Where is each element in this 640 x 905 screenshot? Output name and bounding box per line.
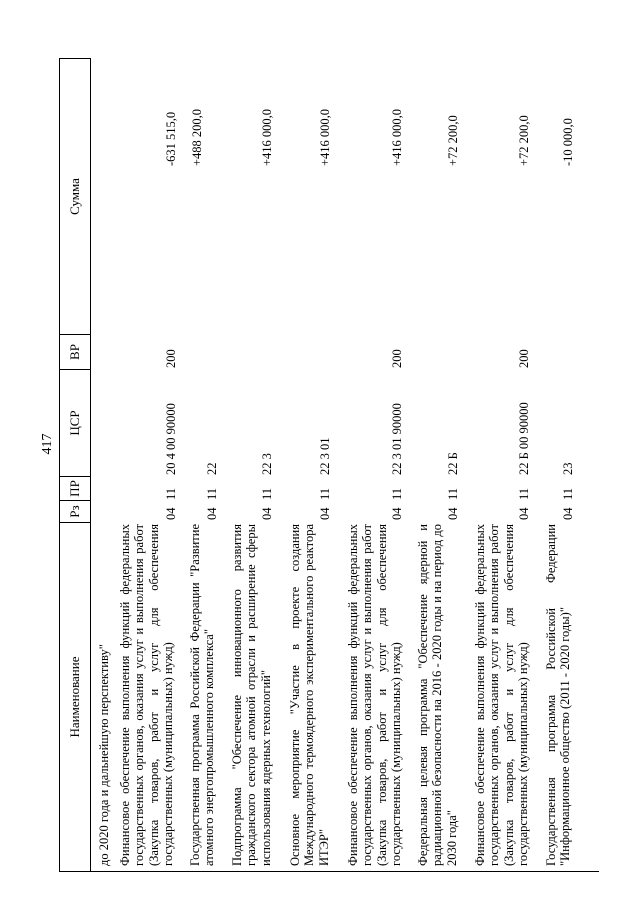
column-header-csr: ЦСР bbox=[67, 410, 82, 436]
row-name: Финансовое обеспечение выполнения функций федеральных государственных органов, оказания услуг и выполнения работ (Закупка товаров, работ и услуг для обеспечения государственных (муниципальных) нужд) bbox=[346, 524, 403, 866]
row-csr: 22 3 01 bbox=[318, 437, 332, 475]
row-csr: 22 Б 00 90000 bbox=[517, 402, 531, 475]
column-header-name: Наименование bbox=[67, 656, 82, 738]
row-rz: 04 bbox=[205, 507, 219, 520]
column-header-sum: Сумма bbox=[67, 178, 82, 215]
row-sum: -631 515,0 bbox=[164, 111, 178, 166]
row-sum: -10 000,0 bbox=[561, 118, 575, 166]
page-number: 417 bbox=[40, 433, 55, 455]
row-sum: +416 000,0 bbox=[318, 108, 332, 166]
row-sum: +488 200,0 bbox=[190, 108, 204, 166]
table-body bbox=[91, 58, 599, 872]
row-pr: 11 bbox=[390, 487, 404, 500]
row-rz: 04 bbox=[517, 507, 531, 520]
row-csr: 22 3 01 90000 bbox=[390, 403, 404, 475]
column-header-rz: Рз bbox=[67, 505, 82, 518]
row-vr: 200 bbox=[390, 349, 404, 368]
row-rz: 04 bbox=[260, 507, 274, 520]
row-name: Федеральная целевая программа "Обеспечение ядерной и радиационной безопасности на 2016 - 2020 годы и на период до 2030 года" bbox=[416, 524, 459, 866]
row-csr: 22 3 bbox=[260, 453, 274, 475]
row-csr: 22 bbox=[205, 462, 219, 475]
row-rz: 04 bbox=[318, 507, 332, 520]
row-name: Государственная программа Российской Федерации "Развитие атомного энергопромышленного комплекса" bbox=[188, 524, 217, 866]
row-pr: 11 bbox=[318, 487, 332, 500]
row-sum: +416 000,0 bbox=[260, 108, 274, 166]
row-csr: 22 Б bbox=[446, 452, 460, 475]
row-csr: 20 4 00 90000 bbox=[164, 403, 178, 475]
row-rz: 04 bbox=[390, 507, 404, 520]
row-sum: +72 200,0 bbox=[517, 115, 531, 166]
row-sum: +416 000,0 bbox=[390, 108, 404, 166]
row-rz: 04 bbox=[446, 507, 460, 520]
table-left-border bbox=[91, 871, 599, 872]
row-rz: 04 bbox=[561, 507, 575, 520]
budget-table bbox=[59, 58, 599, 872]
row-sum: +72 200,0 bbox=[446, 115, 460, 166]
row-vr: 200 bbox=[164, 349, 178, 368]
row-name: Финансовое обеспечение выполнения функций федеральных государственных органов, оказания услуг и выполнения работ (Закупка товаров, работ и услуг для обеспечения государственных (муниципальных) нужд) bbox=[473, 524, 530, 866]
row-pr: 11 bbox=[205, 487, 219, 500]
row-name: Государственная программа Российской Федерации "Информационное общество (2011 - 2020 годы)" bbox=[544, 524, 573, 866]
row-name: Финансовое обеспечение выполнения функций федеральных государственных органов, оказания услуг и выполнения работ (Закупка товаров, работ и услуг для обеспечения государственных (муниципальных) нужд) bbox=[118, 524, 175, 866]
row-name: Основное мероприятие "Участие в проекте создания Международного термоядерного экспериментального реактора ИТЭР" bbox=[288, 524, 331, 866]
row-csr: 23 bbox=[561, 462, 575, 475]
table-header bbox=[59, 58, 91, 872]
row-pr: 11 bbox=[164, 487, 178, 500]
row-pr: 11 bbox=[517, 487, 531, 500]
row-pr: 11 bbox=[446, 487, 460, 500]
row-pr: 11 bbox=[561, 487, 575, 500]
row-rz: 04 bbox=[164, 507, 178, 520]
column-header-pr: ПР bbox=[67, 480, 82, 497]
row-name: Подпрограмма "Обеспечение инновационного развития гражданского сектора атомной отрасли и расширение сферы использования ядерных технологий" bbox=[230, 524, 273, 866]
row-vr: 200 bbox=[517, 349, 531, 368]
row-pr: 11 bbox=[260, 487, 274, 500]
column-header-vr: ВР bbox=[67, 344, 82, 360]
row-name: до 2020 года и дальнейшую перспективу" bbox=[97, 644, 111, 866]
